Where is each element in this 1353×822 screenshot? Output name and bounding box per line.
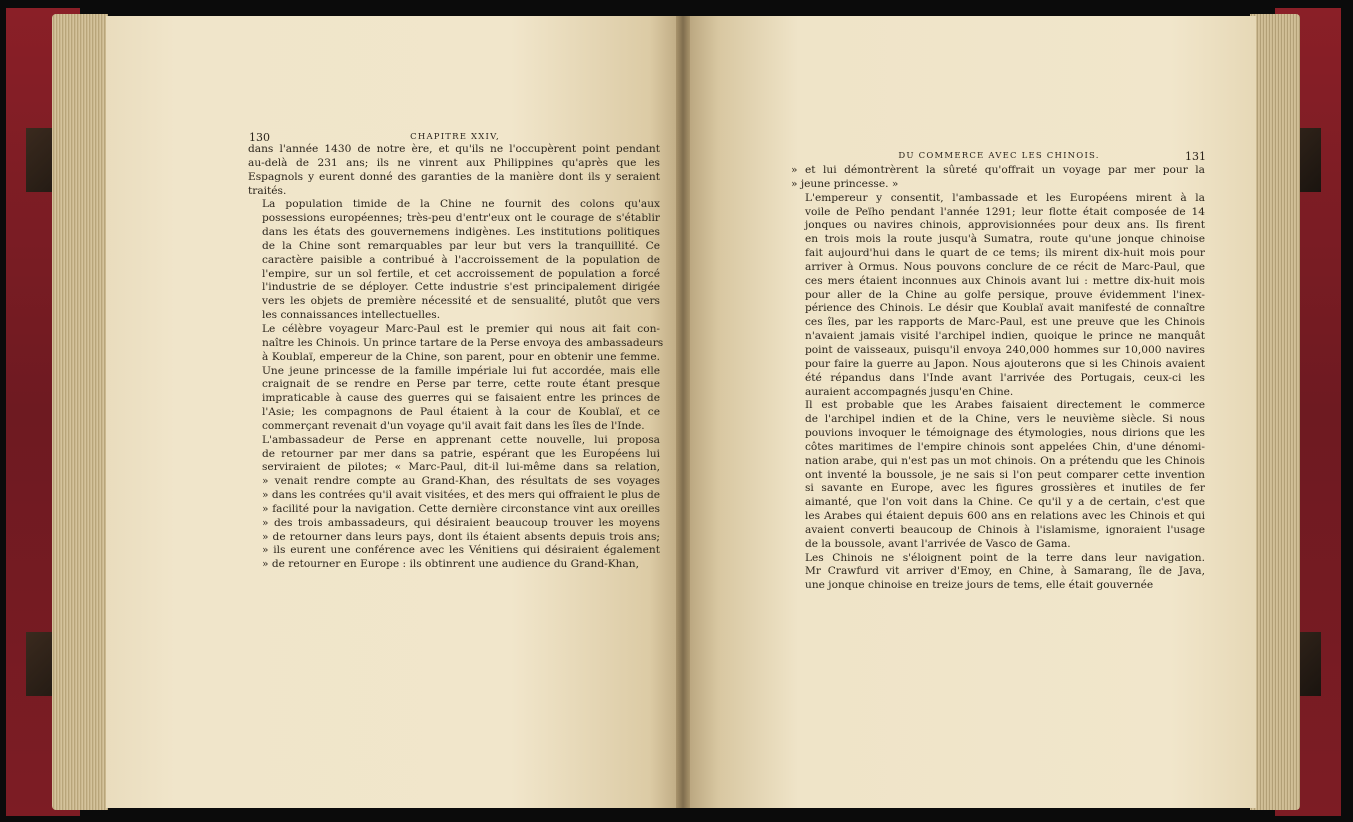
paragraph [248,322,664,434]
text-line: Il est probable que les Arabes faisaient directement le commerce [805,399,1205,412]
text-line: La population timide de la Chine ne fournit des colons qu'aux [262,198,660,211]
text-line: côtes maritimes de l'empire chinois sont appelées Chin, d'une dénomi- [805,440,1205,453]
paragraph [248,143,660,198]
text-line: en trois mois la route jusqu'à Sumatra, route qu'une jonque chinoise [805,233,1205,246]
text-line: Mr Crawfurd vit arriver d'Emoy, en Chine, à Samarang, île de Java, [805,565,1205,578]
text-line: voile de Peïho pendant l'année 1291; leur flotte était composée de 14 [805,205,1205,218]
text-line: traités. [248,184,287,197]
text-line: périence des Chinois. Le désir que Koublaï avait manifesté de connaître [805,302,1205,315]
paragraph [791,552,1205,594]
text-line: nation arabe, qui n'est pas un mot chinois. On a prétendu que les Chinois [805,454,1205,467]
text-line: les connaissances intellectuelles. [262,309,441,322]
running-title: DU COMMERCE AVEC LES CHINOIS. [898,151,1100,161]
book-gutter [676,16,690,808]
text-line: une jonque chinoise en treize jours de tems, elle était gouvernée [805,579,1154,592]
text-line: ces îles, par les rapports de Marc-Paul, est une preuve que les Chinois [805,316,1205,329]
text-line: de l'archipel indien et de la Chine, vers le neuvième siècle. Si nous [805,413,1205,426]
text-line: été répandus dans l'Inde avant l'arrivée des Portugais, ceux-ci les [805,371,1205,384]
text-line: Le célèbre voyageur Marc-Paul est le premier qui nous ait fait con- [262,322,660,335]
text-line: fait aujourd'hui dans le quart de ce tems; ils mirent dix-huit mois pour [805,247,1205,260]
text-line: aimanté, que l'on voit dans la Chine. Ce qu'il y a de certain, c'est que [805,496,1205,509]
text-line: ces mers étaient inconnues aux Chinois avant lui : mettre dix-huit mois [805,274,1205,287]
page-number: 131 [1185,150,1206,163]
text-line: dans l'année 1430 de notre ère, et qu'ils ne l'occupèrent point pendant [248,143,660,155]
left-page [106,16,684,808]
text-line: auraient accompagnés jusqu'en Chine. [805,385,1014,398]
text-line: naître les Chinois. Un prince tartare de la Perse envoya des ambassadeurs [262,336,664,349]
text-line: » de retourner dans leurs pays, dont ils étaient absents depuis trois ans; [262,530,660,543]
paragraph [791,164,1205,192]
text-line: pour aller de la Chine au golfe persique, prouve évidemment l'inex- [805,288,1205,301]
text-line: Espagnols y eurent donné des garanties de la manière dont ils y seraient [248,170,660,183]
text-line: » jeune princesse. » [791,177,899,190]
text-line: craignait de se rendre en Perse par terre, cette route étant presque [262,378,660,391]
text-line: jonques ou navires chinois, approvisionnées pour deux ans. Ils firent [805,219,1205,232]
text-line: » venait rendre compte au Grand-Khan, des résultats de ses voyages [262,475,660,488]
text-line: serviraient de pilotes; « Marc-Paul, dit-il lui-même dans sa relation, [262,461,660,474]
text-line: Une jeune princesse de la famille impériale lui fut accordée, mais elle [262,364,660,377]
text-line: à Koublaï, empereur de la Chine, son parent, pour en obtenir une femme. [262,350,660,363]
text-line: pour faire la guerre au Japon. Nous ajouterons que si les Chinois avaient [805,357,1205,370]
text-line: pouvions invoquer le témoignage des étymologies, nous dirions que les [805,427,1205,440]
left-page-edges [52,14,108,810]
text-line: avaient converti beaucoup de Chinois à l'islamisme, ignoraient l'usage [805,523,1205,536]
paragraph [248,198,660,323]
text-line: l'empire, sur un sol fertile, et cet accroissement de population a forcé [262,267,660,280]
text-line: » des trois ambassadeurs, qui désiraient beaucoup trouver les moyens [262,516,660,529]
paragraph [791,192,1205,400]
left-page-text [248,143,664,572]
text-line: » dans les contrées qu'il avait visitées, et des mers qui offraient le plus de [262,489,660,502]
text-line: point de vaisseaux, puisqu'il envoya 240,000 hommes sur 10,000 navires [805,343,1205,356]
text-line: au-delà de 231 ans; ils ne vinrent aux Philippines qu'après que les [248,156,660,169]
text-line: l'Asie; les compagnons de Paul étaient à la cour de Koublaï, et ce [262,406,660,419]
text-line: dans les états des gouvernemens indigènes. Les institutions politiques [262,226,660,239]
text-line: » ils eurent une conférence avec les Vénitiens qui désiraient également [262,544,660,557]
text-line: l'industrie de se déployer. Cette industrie s'est principalement dirigée [262,281,660,294]
text-line: si savante en Europe, avec les figures grossières et inutiles de fer [805,482,1205,495]
page-number: 130 [249,131,270,144]
text-line: Les Chinois ne s'éloignent point de la terre dans leur navigation. [805,551,1205,564]
text-line: les Arabes qui étaient depuis 600 ans en relations avec les Chinois et qui [805,510,1205,523]
text-line: » facilité pour la navigation. Cette dernière circonstance vint aux oreilles [262,502,660,515]
text-line: commerçant revenait d'un voyage qu'il avait fait dans les îles de l'Inde. [262,419,645,432]
paragraph [791,399,1205,551]
right-page-edges [1250,14,1300,810]
text-line: vers les objets de première nécessité et de sensualité, plutôt que vers [262,295,660,308]
text-line: possessions européennes; très-peu d'entr'eux ont le courage de s'établir [262,212,660,225]
text-line: arriver à Ormus. Nous pouvons conclure de ce récit de Marc-Paul, que [805,260,1205,273]
text-line: L'ambassadeur de Perse en apprenant cette nouvelle, lui proposa [262,433,660,446]
text-line: impraticable à cause des guerres qui se faisaient entre les princes de [262,392,660,405]
text-line: de la Chine sont remarquables par leur but vers la tranquillité. Ce [262,239,660,252]
text-line: caractère paisible a contribué à l'accroissement de la population de [262,253,660,266]
paragraph [248,434,660,572]
text-line: ont inventé la boussole, je ne sais si l'on peut comparer cette invention [805,468,1205,481]
text-line: de retourner par mer dans sa patrie, espérant que les Européens lui [262,447,660,460]
text-line: » de retourner en Europe : ils obtinrent une audience du Grand-Khan, [262,558,639,571]
text-line: de la boussole, avant l'arrivée de Vasco de Gama. [805,537,1071,550]
right-page-text [791,164,1205,593]
running-title: CHAPITRE XXIV, [410,132,500,142]
text-line: » et lui démontrèrent la sûreté qu'offrait un voyage par mer pour la [791,164,1205,176]
text-line: n'avaient jamais visité l'archipel indien, quoique le prince ne manquât [805,330,1205,343]
right-page [684,16,1256,808]
text-line: L'empereur y consentit, l'ambassade et les Européens mirent à la [805,191,1205,204]
